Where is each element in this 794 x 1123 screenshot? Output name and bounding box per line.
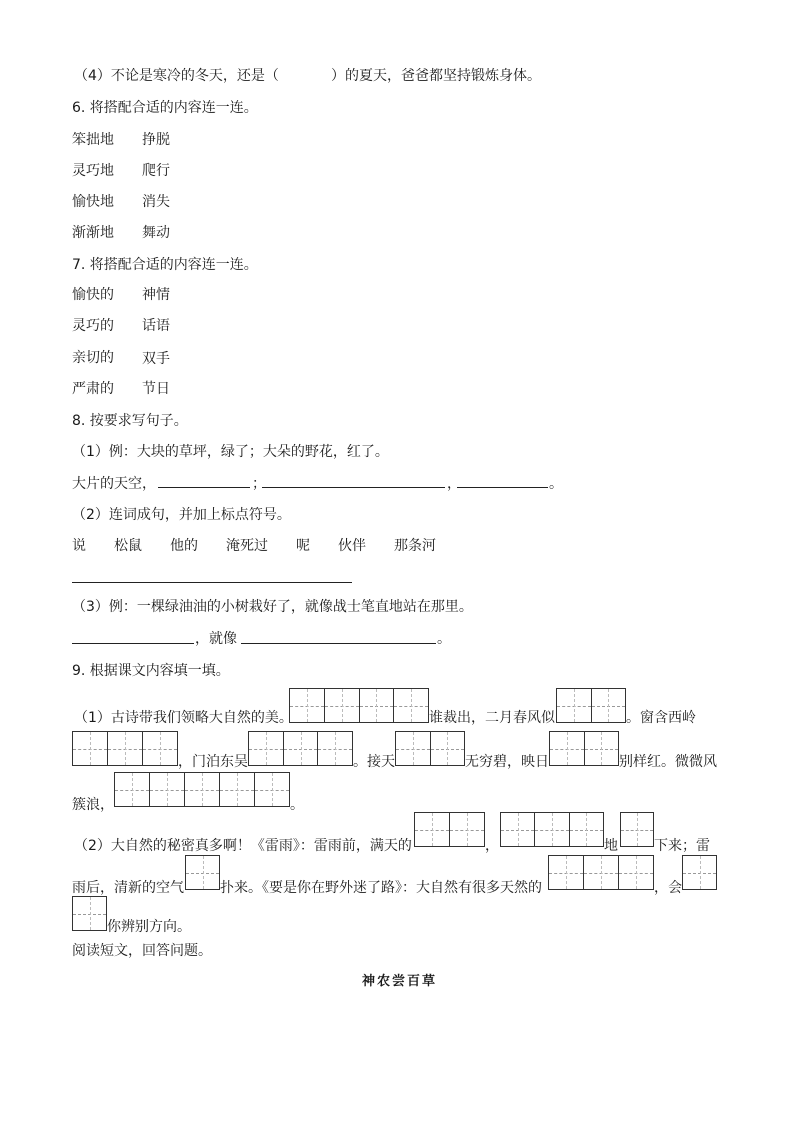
q5-4-suffix: ）的夏天，爸爸都坚持锻炼身体。: [331, 68, 541, 84]
q9-p1-text: 无穷碧，映日: [465, 754, 549, 770]
q9-p1-text: （1）古诗带我们领略大自然的美。: [74, 710, 293, 726]
q9-p1-text: 。接天: [353, 754, 395, 770]
answer-blank[interactable]: [457, 487, 548, 488]
q8-word: 伙伴: [338, 538, 366, 554]
tianzige-answer-box[interactable]: [556, 688, 626, 723]
q9-heading: 9. 根据课文内容填一填。: [72, 663, 230, 679]
q9-p2-text: 雨后，清新的空气: [72, 880, 184, 896]
q8-word: 松鼠: [114, 538, 142, 554]
answer-blank[interactable]: [262, 487, 445, 488]
q7-right-word: 双手: [142, 351, 170, 367]
tianzige-answer-box[interactable]: [549, 731, 619, 766]
tianzige-answer-box[interactable]: [548, 855, 654, 890]
q7-heading: 7. 将搭配合适的内容连一连。: [72, 257, 258, 273]
tianzige-answer-box[interactable]: [72, 896, 107, 931]
q9-p2-text: 你辨别方向。: [107, 919, 191, 935]
q8-p1-period: 。: [549, 476, 563, 492]
answer-blank[interactable]: [241, 643, 436, 644]
q9-p2-text: ，会: [654, 880, 682, 896]
q9-p2-text: （2）大自然的秘密真多啊！《雷雨》：雷雨前，满天的: [74, 838, 412, 854]
tianzige-answer-box[interactable]: [185, 855, 220, 890]
q6-left-word: 渐渐地: [72, 225, 114, 241]
q8-word: 说: [72, 538, 86, 554]
q7-left-word: 愉快的: [72, 287, 114, 303]
q8-word: 淹死过: [226, 538, 268, 554]
q8-p1-comma: ，: [447, 476, 461, 492]
reading-prompt: 阅读短文，回答问题。: [72, 943, 212, 959]
q8-word: 那条河: [394, 538, 436, 554]
q9-p1-text: 簇浪，: [72, 797, 114, 813]
q6-right-word: 舞动: [142, 225, 170, 241]
q7-left-word: 严肃的: [72, 381, 114, 397]
q9-p1-text: 。: [290, 797, 304, 813]
q6-right-word: 消失: [142, 194, 170, 210]
tianzige-answer-box[interactable]: [500, 812, 604, 847]
q8-p3-mid: ，就像: [195, 631, 237, 647]
q8-word: 呢: [296, 538, 310, 554]
q5-4-prefix: （4）不论是寒冷的冬天，还是（: [74, 68, 279, 84]
q9-p2-text: 地: [604, 838, 618, 854]
q8-p1-semicolon: ；: [252, 476, 266, 492]
q9-p1-text: 。窗含西岭: [626, 710, 696, 726]
q8-p1-start: 大片的天空，: [72, 476, 156, 492]
tianzige-answer-box[interactable]: [289, 688, 429, 723]
answer-line[interactable]: [72, 582, 352, 583]
tianzige-answer-box[interactable]: [114, 772, 290, 807]
q6-right-word: 挣脱: [142, 132, 170, 148]
q9-p2-text: 下来；雷: [654, 838, 710, 854]
answer-blank[interactable]: [72, 643, 194, 644]
q8-p3-example: （3）例：一棵绿油油的小树栽好了，就像战士笔直地站在那里。: [72, 599, 473, 615]
q7-right-word: 节日: [142, 381, 170, 397]
q6-heading: 6. 将搭配合适的内容连一连。: [72, 100, 258, 116]
q8-p3-end: 。: [437, 631, 451, 647]
q9-p1-text: 别样红。微微风: [619, 754, 717, 770]
q9-p1-text: ，门泊东吴: [178, 754, 248, 770]
q6-right-word: 爬行: [142, 163, 170, 179]
q9-p2-text: ，: [485, 838, 499, 854]
q9-p2-text: 扑来。《要是你在野外迷了路》：大自然有很多天然的: [220, 880, 542, 896]
answer-blank[interactable]: [158, 487, 250, 488]
q7-left-word: 灵巧的: [72, 318, 114, 334]
tianzige-answer-box[interactable]: [682, 855, 717, 890]
tianzige-answer-box[interactable]: [620, 812, 654, 847]
q8-word: 他的: [170, 538, 198, 554]
q8-p1-example: （1）例：大块的草坪，绿了；大朵的野花，红了。: [72, 444, 389, 460]
q7-left-word: 亲切的: [72, 350, 114, 366]
passage-title: 神农尝百草: [362, 974, 438, 989]
tianzige-answer-box[interactable]: [72, 731, 178, 766]
q6-left-word: 愉快地: [72, 194, 114, 210]
q6-left-word: 灵巧地: [72, 163, 114, 179]
q7-right-word: 神情: [142, 287, 170, 303]
q6-left-word: 笨拙地: [72, 132, 114, 148]
q9-p1-text: 谁裁出，二月春风似: [429, 710, 555, 726]
q7-right-word: 话语: [142, 318, 170, 334]
q8-p2-prompt: （2）连词成句，并加上标点符号。: [72, 507, 291, 523]
q8-heading: 8. 按要求写句子。: [72, 413, 188, 429]
tianzige-answer-box[interactable]: [248, 731, 353, 766]
tianzige-answer-box[interactable]: [414, 812, 485, 847]
tianzige-answer-box[interactable]: [395, 731, 465, 766]
